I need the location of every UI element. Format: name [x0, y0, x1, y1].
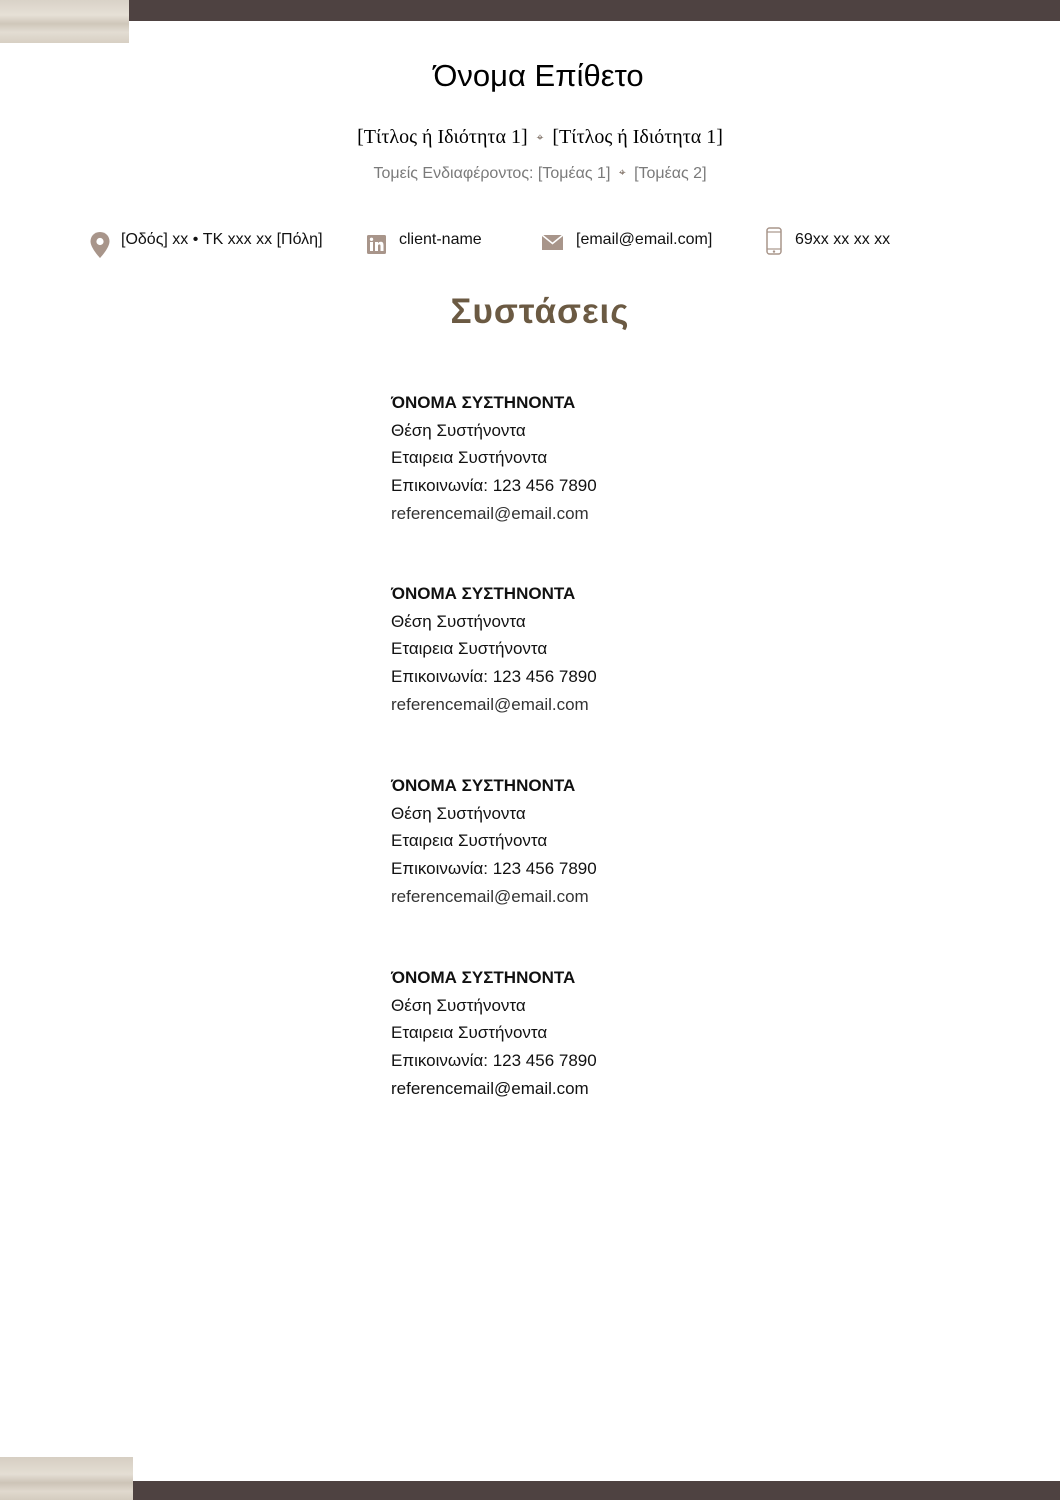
- interest-2: [Τομέας 2]: [634, 165, 707, 182]
- wood-texture-corner-bottom: [0, 1457, 133, 1500]
- reference-block: [391, 964, 597, 1103]
- candidate-name: Όνομα Επίθετο: [433, 58, 644, 93]
- mobile-phone-icon: [766, 227, 782, 255]
- phone-text: 69xx xx xx xx: [795, 231, 891, 248]
- reference-position: Θέση Συστήνοντα: [391, 803, 526, 823]
- interests-label: Τομείς Ενδιαφέροντος:: [373, 165, 534, 182]
- reference-email[interactable]: referencemail@email.com: [391, 503, 589, 523]
- reference-block: [391, 580, 597, 719]
- reference-contact: Επικοινωνία: 123 456 7890: [391, 1051, 597, 1071]
- envelope-icon: [542, 235, 563, 250]
- interest-separator-icon: ⌖: [618, 165, 626, 179]
- location-pin-icon: [89, 231, 111, 259]
- top-border-bar: [0, 0, 1060, 21]
- address-text: [Οδός] xx • ΤΚ xxx xx [Πόλη]: [121, 231, 323, 248]
- linkedin-text[interactable]: client-name: [399, 231, 482, 248]
- email-text[interactable]: [email@email.com]: [576, 231, 713, 248]
- reference-name: ΌΝΟΜΑ ΣΥΣΤΗΝΟΝΤΑ: [391, 393, 576, 412]
- reference-contact: Επικοινωνία: 123 456 7890: [391, 859, 597, 879]
- reference-contact: Επικοινωνία: 123 456 7890: [391, 476, 597, 496]
- reference-contact: Επικοινωνία: 123 456 7890: [391, 667, 597, 687]
- title-2: [Τίτλος ή Ιδιότητα 1]: [552, 126, 723, 148]
- reference-company: Εταιρεια Συστήνοντα: [391, 448, 548, 468]
- wood-texture-corner-top: [0, 0, 129, 43]
- reference-name: ΌΝΟΜΑ ΣΥΣΤΗΝΟΝΤΑ: [391, 968, 576, 987]
- reference-company: Εταιρεια Συστήνοντα: [391, 1023, 548, 1043]
- reference-position: Θέση Συστήνοντα: [391, 995, 526, 1015]
- reference-block: [391, 772, 597, 911]
- reference-company: Εταιρεια Συστήνοντα: [391, 831, 548, 851]
- reference-name: ΌΝΟΜΑ ΣΥΣΤΗΝΟΝΤΑ: [391, 584, 576, 603]
- title-1: [Τίτλος ή Ιδιότητα 1]: [357, 126, 528, 148]
- reference-email[interactable]: referencemail@email.com: [391, 694, 589, 714]
- reference-block: [391, 389, 597, 528]
- reference-name: ΌΝΟΜΑ ΣΥΣΤΗΝΟΝΤΑ: [391, 776, 576, 795]
- reference-email[interactable]: referencemail@email.com: [391, 1078, 589, 1098]
- title-separator-icon: ⌖: [536, 130, 544, 144]
- linkedin-icon: [367, 235, 386, 254]
- section-title: Συστάσεις: [450, 292, 630, 331]
- candidate-titles: [0, 126, 1060, 149]
- reference-position: Θέση Συστήνοντα: [391, 420, 526, 440]
- reference-position: Θέση Συστήνοντα: [391, 611, 526, 631]
- bottom-border-bar: [0, 1481, 1060, 1500]
- reference-email[interactable]: referencemail@email.com: [391, 886, 589, 906]
- interest-1: [Τομέας 1]: [537, 165, 611, 182]
- interests-line: [0, 165, 1060, 183]
- reference-company: Εταιρεια Συστήνοντα: [391, 639, 548, 659]
